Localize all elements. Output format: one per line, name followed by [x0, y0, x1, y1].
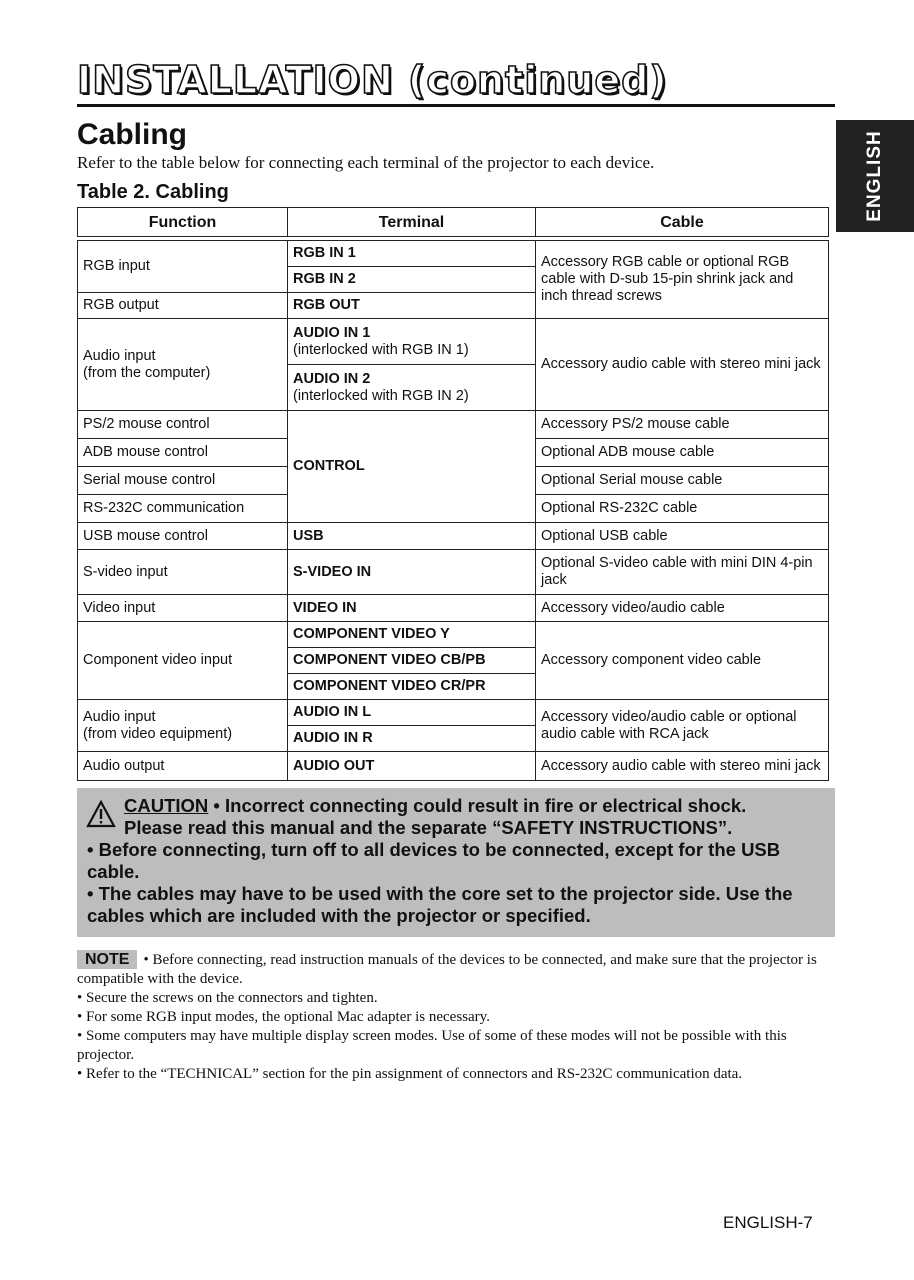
- terminal-cell: COMPONENT VIDEO CB/PB: [288, 648, 536, 674]
- header-rule: [77, 104, 835, 107]
- terminal-note: (interlocked with RGB IN 2): [293, 387, 469, 404]
- col-header-terminal: Terminal: [288, 208, 536, 237]
- function-line: Audio input: [83, 708, 156, 725]
- page-number: ENGLISH-7: [723, 1213, 813, 1232]
- function-cell: Video input: [78, 595, 288, 622]
- terminal-cell: USB: [288, 523, 536, 550]
- terminal-cell: RGB OUT: [288, 293, 536, 319]
- table-row: [78, 622, 829, 648]
- cable-cell: Accessory RGB cable or optional RGB cable with D-sub 15-pin shrink jack and inch thread screws: [536, 241, 829, 319]
- terminal-cell: COMPONENT VIDEO CR/PR: [288, 674, 536, 700]
- function-cell: RGB output: [78, 293, 288, 319]
- function-cell: Audio output: [78, 752, 288, 781]
- cable-cell: Optional Serial mouse cable: [536, 467, 829, 495]
- table-row: [78, 752, 829, 781]
- terminal-cell: [288, 365, 536, 411]
- table-row: [78, 241, 829, 267]
- terminal-cell: AUDIO OUT: [288, 752, 536, 781]
- table-row: [78, 523, 829, 550]
- terminal-note: (interlocked with RGB IN 1): [293, 341, 469, 358]
- section-title: Cabling: [77, 118, 187, 151]
- terminal-cell: VIDEO IN: [288, 595, 536, 622]
- cable-cell: Accessory PS/2 mouse cable: [536, 411, 829, 439]
- note-item: • Secure the screws on the connectors and tighten.: [77, 990, 378, 1006]
- cable-cell: Accessory video/audio cable or optional audio cable with RCA jack: [536, 700, 829, 752]
- caution-bullet-2: • Before connecting, turn off to all devices to be connected, except for the USB cable.: [87, 839, 781, 882]
- caution-lead: [124, 795, 746, 839]
- terminal-cell: AUDIO IN R: [288, 726, 536, 752]
- function-cell: RGB input: [78, 241, 288, 293]
- note-item: • For some RGB input modes, the optional Mac adapter is necessary.: [77, 1009, 490, 1025]
- table-row: [78, 700, 829, 726]
- caution-line-2: Please read this manual and the separate “SAFETY INSTRUCTIONS”.: [124, 817, 733, 838]
- function-cell: PS/2 mouse control: [78, 411, 288, 439]
- function-cell: Component video input: [78, 622, 288, 700]
- caution-label: CAUTION: [124, 795, 209, 816]
- terminal-cell: RGB IN 2: [288, 267, 536, 293]
- table-caption: Table 2. Cabling: [77, 181, 229, 203]
- terminal-cell: COMPONENT VIDEO Y: [288, 622, 536, 648]
- table-header-row: [78, 208, 829, 237]
- note-item-text: • Before connecting, read instruction manuals of the devices to be connected, and make sure that the projector is compatible with the device.: [77, 952, 817, 987]
- cabling-table: [77, 207, 829, 781]
- page-header-title: INSTALLATION (continued): [77, 58, 668, 102]
- function-cell: [78, 700, 288, 752]
- terminal-cell: CONTROL: [288, 411, 536, 523]
- terminal-name: AUDIO IN 2: [293, 370, 371, 387]
- note-label: NOTE: [77, 950, 137, 969]
- table-row: [78, 595, 829, 622]
- side-tab-label: ENGLISH: [864, 130, 885, 222]
- function-cell: RS-232C communication: [78, 495, 288, 523]
- cable-cell: Optional RS-232C cable: [536, 495, 829, 523]
- terminal-cell: RGB IN 1: [288, 241, 536, 267]
- note-item: • Refer to the “TECHNICAL” section for the pin assignment of connectors and RS-232C communication data.: [77, 1066, 743, 1082]
- function-cell: ADB mouse control: [78, 439, 288, 467]
- section-intro: Refer to the table below for connecting each terminal of the projector to each device.: [77, 153, 655, 172]
- function-line: (from the computer): [83, 364, 211, 381]
- note-item: • Some computers may have multiple display screen modes. Use of some of these modes will not be possible with this projector.: [77, 1028, 787, 1063]
- language-side-tab: [836, 120, 914, 232]
- caution-bullet-3: • The cables may have to be used with the core set to the projector side. Use the cables which are included with the projector or specified.: [87, 883, 793, 926]
- note-item: [77, 950, 829, 989]
- caution-box: [77, 788, 835, 937]
- cable-cell: Accessory video/audio cable: [536, 595, 829, 622]
- function-cell: [78, 319, 288, 411]
- terminal-cell: S-VIDEO IN: [288, 550, 536, 595]
- col-header-cable: Cable: [536, 208, 829, 237]
- table-row: [78, 411, 829, 439]
- terminal-name: AUDIO IN 1: [293, 324, 371, 341]
- function-cell: S-video input: [78, 550, 288, 595]
- cable-cell: Accessory component video cable: [536, 622, 829, 700]
- cable-cell: Accessory audio cable with stereo mini jack: [536, 752, 829, 781]
- cable-cell: Optional ADB mouse cable: [536, 439, 829, 467]
- function-line: (from video equipment): [83, 725, 233, 742]
- col-header-function: Function: [78, 208, 288, 237]
- note-section: [77, 950, 829, 1084]
- terminal-cell: [288, 319, 536, 365]
- warning-triangle-icon: [86, 800, 116, 828]
- cable-cell: Optional S-video cable with mini DIN 4-pin jack: [536, 550, 829, 595]
- table-row: [78, 550, 829, 595]
- cable-cell: Optional USB cable: [536, 523, 829, 550]
- table-row: [78, 319, 829, 365]
- cable-cell: Accessory audio cable with stereo mini jack: [536, 319, 829, 411]
- function-cell: USB mouse control: [78, 523, 288, 550]
- function-cell: Serial mouse control: [78, 467, 288, 495]
- terminal-cell: AUDIO IN L: [288, 700, 536, 726]
- function-line: Audio input: [83, 347, 156, 364]
- caution-line-1: • Incorrect connecting could result in fire or electrical shock.: [213, 795, 747, 816]
